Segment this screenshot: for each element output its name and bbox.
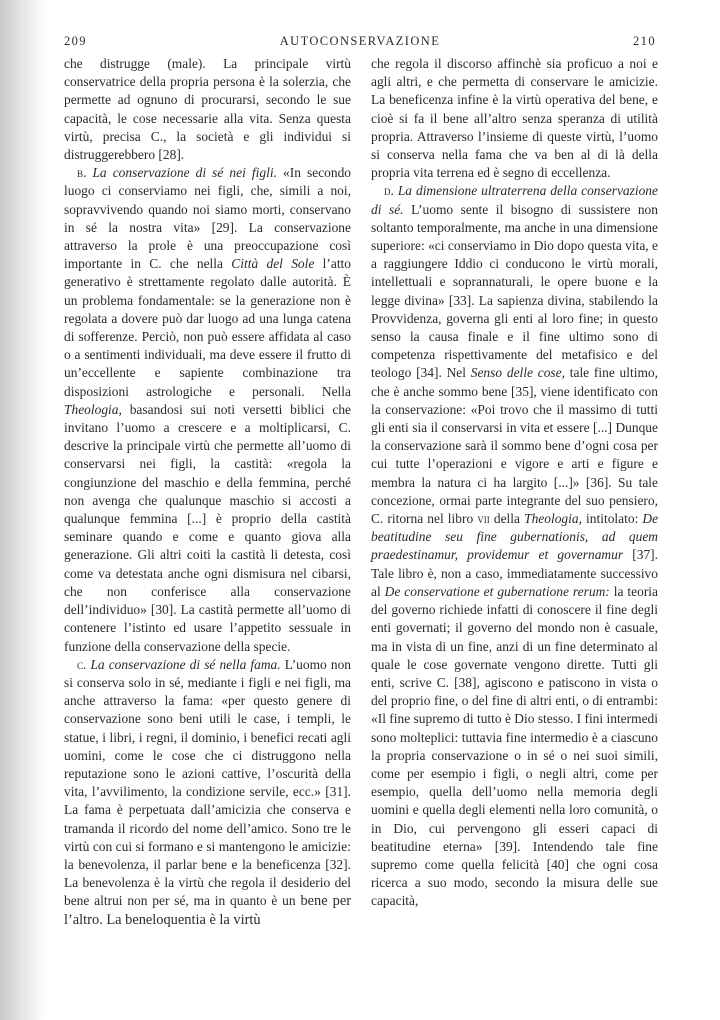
right-column bbox=[371, 55, 658, 929]
section-title-b: La conservazione di sé nei figli. bbox=[92, 165, 277, 181]
work-title: De conservatione et gubernatione rerum: bbox=[384, 583, 610, 599]
section-letter-b: b. bbox=[77, 165, 87, 181]
section-letter-d: d. bbox=[384, 183, 394, 199]
text-run: basandosi sui noti versetti biblici che invitano l’uomo a crescere e a moltiplicarsi, C. descrive la principale virtù che permette all’uomo di conservarsi nei figli, la castità: «regola la congiunzione del maschio e della femmina, perché non avenga che qualunque maschio si accosti a qualunque femmina [...] è proprio della castità seminare quando e come e quanto giova alla generazione. Gli altri coiti la castità li detesta, così come va detestata anche ogni dismisura nel cibarsi, che non conferisce alla conservazione dell’individuo» [30]. La castità permette all’uomo di contenere l’istinto ed usare l’appetito sessuale in funzione della conservazione della specie. bbox=[64, 401, 351, 654]
text-run: [37]. Tale libro è, non a caso, immediatamente successivo al bbox=[371, 547, 658, 599]
work-title: Città del Sole bbox=[231, 256, 315, 272]
text-run: che regola il discorso affinchè sia proficuo a noi e agli altri, e che permetta di conservare le amicizie. La beneficenza infine è la virtù operativa del bene, e cioè si fa il bene all’altro senza speranza di utilità propria. Attraverso l’insieme di queste virtù, l’uomo si conserva nella fama che va ben al di là della propria vita terrena ed è segno di eccellenza. bbox=[371, 56, 658, 181]
book-number: vii bbox=[477, 511, 490, 527]
text-run: tale fine ultimo, che è anche sommo bene [35], viene identificato con la conservazione: «Poi trovo che il massimo di tutti gli enti sia il conservarsi in vita et essere [...] Dunque la conservazione sarà il sommo bene d’ogni cosa per cui tutte l’operazioni e vigore e arti e figure e membra la natura ci ha largito [...]» [36]. Su tale concezione, ormai parte integrante del suo pensiero, C. ritorna nel libro bbox=[371, 365, 659, 527]
section-letter-c: c. bbox=[77, 656, 87, 672]
text-run: intitolato: bbox=[586, 511, 639, 527]
running-head bbox=[64, 34, 656, 49]
paragraph-section-c bbox=[64, 656, 351, 929]
text-run: della bbox=[493, 511, 520, 527]
paragraph-section-d bbox=[371, 182, 658, 910]
work-title: Senso delle cose, bbox=[470, 365, 565, 381]
text-run: «In secondo luogo ci conserviamo nei figli, che, simili a noi, sopravvivendo quando noi siamo morti, conservano in sé la nostra vita» [29]. La conservazione attraverso la prole è una preoccupazione così importante in C. che nella bbox=[64, 165, 352, 272]
paragraph-section-b bbox=[64, 164, 351, 655]
work-title: De beatitudine seu fine gubernationis, ad quem praedestinamur, providemur et governamur bbox=[371, 511, 659, 563]
text-run: che distrugge (male). La principale virtù conservatrice della propria persona è la solerzia, che permette ad ognuno di procurarsi, secondo le sue capacità, le cose necessarie alla vita. Senza questa virtù, precisa C., la società e gli individui si distruggerebbero [28]. bbox=[64, 56, 351, 163]
page-number-right: 210 bbox=[633, 34, 656, 48]
left-column bbox=[64, 55, 351, 929]
paragraph-intro bbox=[64, 55, 351, 164]
section-title-d: La dimensione ultraterrena della conservazione di sé. bbox=[371, 183, 658, 217]
text-run: bene per l’altro. La beneloquentia è la virtù bbox=[64, 893, 352, 928]
text-run: la teoria del governo richiede infatti di conoscere il fine degli enti governati; il governo del mondo non è casuale, ma in vista di un fine, anzi di un fine determinato al quale le cose governate vengono dirette. Tutti gli enti, scrive C. [38], agiscono e patiscono in vista o del proprio fine, o del fine di altri enti, o di entrambi: «Il fine supremo di tutto è Dio stesso. I fini intermedi sono molteplici: tuttavia fine intermedio è a ciascuno la propria conservazione o in sé o nei suoi simili, come per esempio i figli, o negli altri, come per esempio, quella dell’uomo nella memoria degli uomini e quella degli elementi nella loro comunità, o in Dio, cui pervengono gli esseri capaci di beatitudine eterna» [39]. Intendendo tale fine supremo come quella felicità [40] che ogni cosa ricerca a suo modo, secondo la misura delle sue capacità, bbox=[371, 583, 658, 909]
work-title: Theologia, bbox=[524, 511, 582, 527]
text-run: l’atto generativo è strettamente regolato dalle autorità. È un problema fondamentale: se la generazione non è regolata a dovere può dar luogo ad una lunga catena di sofferenze. Perciò, non può essere affidata al caso o a sentimenti individuali, ma deve essere il frutto di un’eccellente e sapiente combinazione tra disposizioni astrologiche e personali. Nella bbox=[64, 256, 352, 399]
work-title: Theologia, bbox=[64, 401, 122, 417]
running-title: AUTOCONSERVAZIONE bbox=[279, 34, 441, 48]
page-number-left: 209 bbox=[64, 34, 87, 48]
text-columns bbox=[64, 55, 658, 929]
text-run: L’uomo non si conserva solo in sé, mediante i figli e nei figli, ma anche attraverso la fama: «per questo genere di conservazione sono beni utili le case, i templi, le statue, i libri, i regni, il dominio, i benefici recati agli uomini, come le cose che ci distruggono nella reputazione sono le azioni cattive, l’oscurità della vita, l’avvilimento, la condizione servile, ecc.» [31]. La fama è perpetuata dall’amicizia che conserva e tramanda il ricordo del nome dell’amico. Sono tre le virtù con cui si formano e si mantengono le amicizie: la benevolenza, il parlar bene e la beneficenza [32]. La benevolenza è la virtù che regola il desiderio del bene altrui non per sé, ma in quanto è un bbox=[64, 656, 352, 909]
text-run: L’uomo sente il bisogno di sussistere non soltanto temporalmente, ma anche in una dimensione superiore: «ci conserviamo in Dio dopo questa vita, e a raggiungere Iddio ci conducono le virtù morali, intellettuali e soprannaturali, le opere buone e la legge divina» [33]. La sapienza divina, stabilendo la Provvidenza, governa gli enti al loro fine; in questo senso la causa finale e il fine ultimo sono di competenza rispettivamente del metafisico e del teologo [34]. Nel bbox=[371, 201, 658, 381]
section-title-c: La conservazione di sé nella fama. bbox=[90, 656, 281, 672]
paragraph-continuation bbox=[371, 55, 658, 182]
